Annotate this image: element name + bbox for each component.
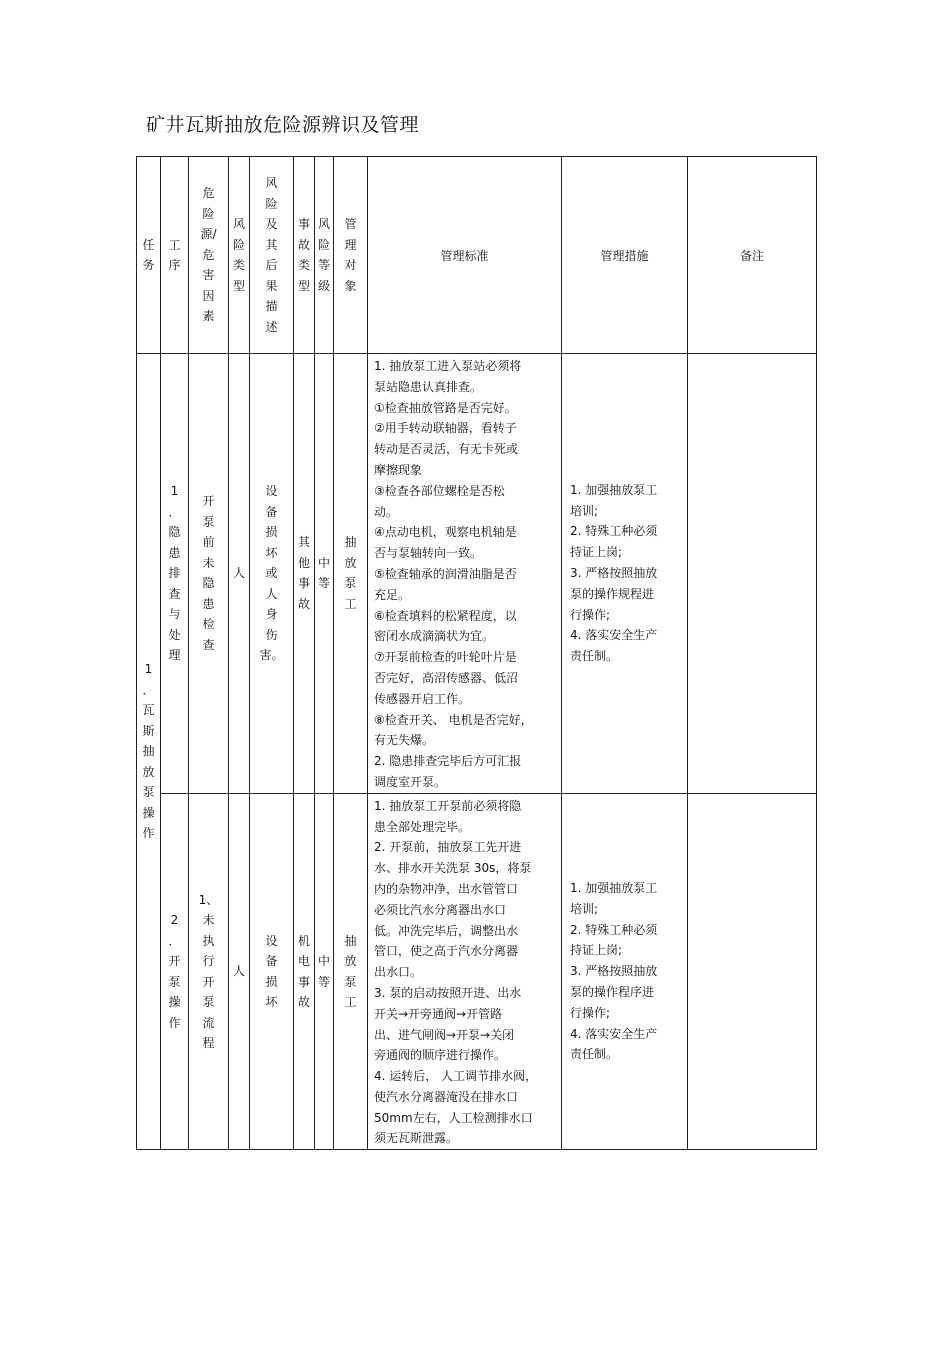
- management-standard-cell: 1. 抽放泵工进入泵站必须将 泵站隐患认真排查。 ①检查抽放管路是否完好。 ②用手转动联轴器，看转子 转动是否灵活，有无卡死或 摩擦现象 ③检查各部位螺栓是否松 动。 ④点动电机，观察电机轴是 否与泵轴转向一致。 ⑤检查轴承的润滑油脂是否 充足。 ⑥检查填料的松紧程度，以 密闭水成滴滴状为宜。 ⑦开泵前检查的叶轮叶片是 否完好，高沼传感器、低沼 传感器开启工作。 ⑧检查开关、 电机是否完好， 有无失爆。 2. 隐患排查完毕后方可汇报 调度室开泵。: [368, 354, 562, 794]
- header-row: [137, 157, 817, 354]
- hazard-cell: 1、 未 执 行 开 泵 流 程: [189, 793, 229, 1150]
- risk-level-cell: 中 等: [315, 354, 334, 794]
- management-measures-cell: 1. 加强抽放泵工 培训; 2. 特殊工种必须 持证上岗; 3. 严格按照抽放 泵的操作程序进 行操作; 4. 落实安全生产 责任制。: [562, 793, 688, 1150]
- header-risk-type: 风 险 类 型: [229, 157, 250, 354]
- hazard-cell: 开 泵 前 未 隐 患 检 查: [189, 354, 229, 794]
- risk-description-cell: 设 备 损 坏 或 人 身 伤 害。: [250, 354, 294, 794]
- header-accident-type: 事 故 类 型: [294, 157, 315, 354]
- risk-type-cell: 人: [229, 793, 250, 1150]
- management-target-cell: 抽 放 泵 工: [334, 793, 368, 1150]
- risk-description-cell: 设 备 损 坏: [250, 793, 294, 1150]
- header-process: 工 序: [161, 157, 189, 354]
- management-target-cell: 抽 放 泵 工: [334, 354, 368, 794]
- accident-type-cell: 机 电 事 故: [294, 793, 315, 1150]
- hazard-table: [136, 156, 817, 1150]
- table-row: [137, 354, 817, 794]
- process-cell: 1 ． 隐 患 排 查 与 处 理: [161, 354, 189, 794]
- table-row: [137, 793, 817, 1150]
- management-standard-cell: 1. 抽放泵工开泵前必须将隐 患全部处理完毕。 2. 开泵前，抽放泵工先开进 水、排水开关洗泵 30s，将泵 内的杂物冲净，出水管管口 必须比汽水分离器出水口 低。冲洗完毕后，调整出水 管口，使之高于汽水分离器 出水口。 3. 泵的启动按照开进、出水 开关→开旁通阀→开管路 出、进气闸阀→开泵→关闭 旁通阀的顺序进行操作。 4. 运转后， 人工调节排水阀， 使汽水分离器淹没在排水口 50mm左右，人工检测排水口 须无瓦斯泄露。: [368, 793, 562, 1150]
- header-management-standard: 管理标准: [368, 157, 562, 354]
- task-cell: 1 ． 瓦 斯 抽 放 泵 操 作: [137, 354, 161, 1150]
- page-title: 矿井瓦斯抽放危险源辨识及管理: [146, 114, 420, 136]
- header-hazard: 危 险 源/ 危 害 因 素: [189, 157, 229, 354]
- header-remarks: 备注: [688, 157, 817, 354]
- header-management-target: 管 理 对 象: [334, 157, 368, 354]
- header-risk-level: 风 险 等 级: [315, 157, 334, 354]
- risk-level-cell: 中 等: [315, 793, 334, 1150]
- header-risk-description: 风 险 及 其 后 果 描 述: [250, 157, 294, 354]
- risk-type-cell: 人: [229, 354, 250, 794]
- header-management-measures: 管理措施: [562, 157, 688, 354]
- process-cell: 2 ． 开 泵 操 作: [161, 793, 189, 1150]
- header-task: 任 务: [137, 157, 161, 354]
- management-measures-cell: 1. 加强抽放泵工 培训; 2. 特殊工种必须 持证上岗; 3. 严格按照抽放 泵的操作规程进 行操作; 4. 落实安全生产 责任制。: [562, 354, 688, 794]
- remarks-cell: [688, 793, 817, 1150]
- accident-type-cell: 其 他 事 故: [294, 354, 315, 794]
- remarks-cell: [688, 354, 817, 794]
